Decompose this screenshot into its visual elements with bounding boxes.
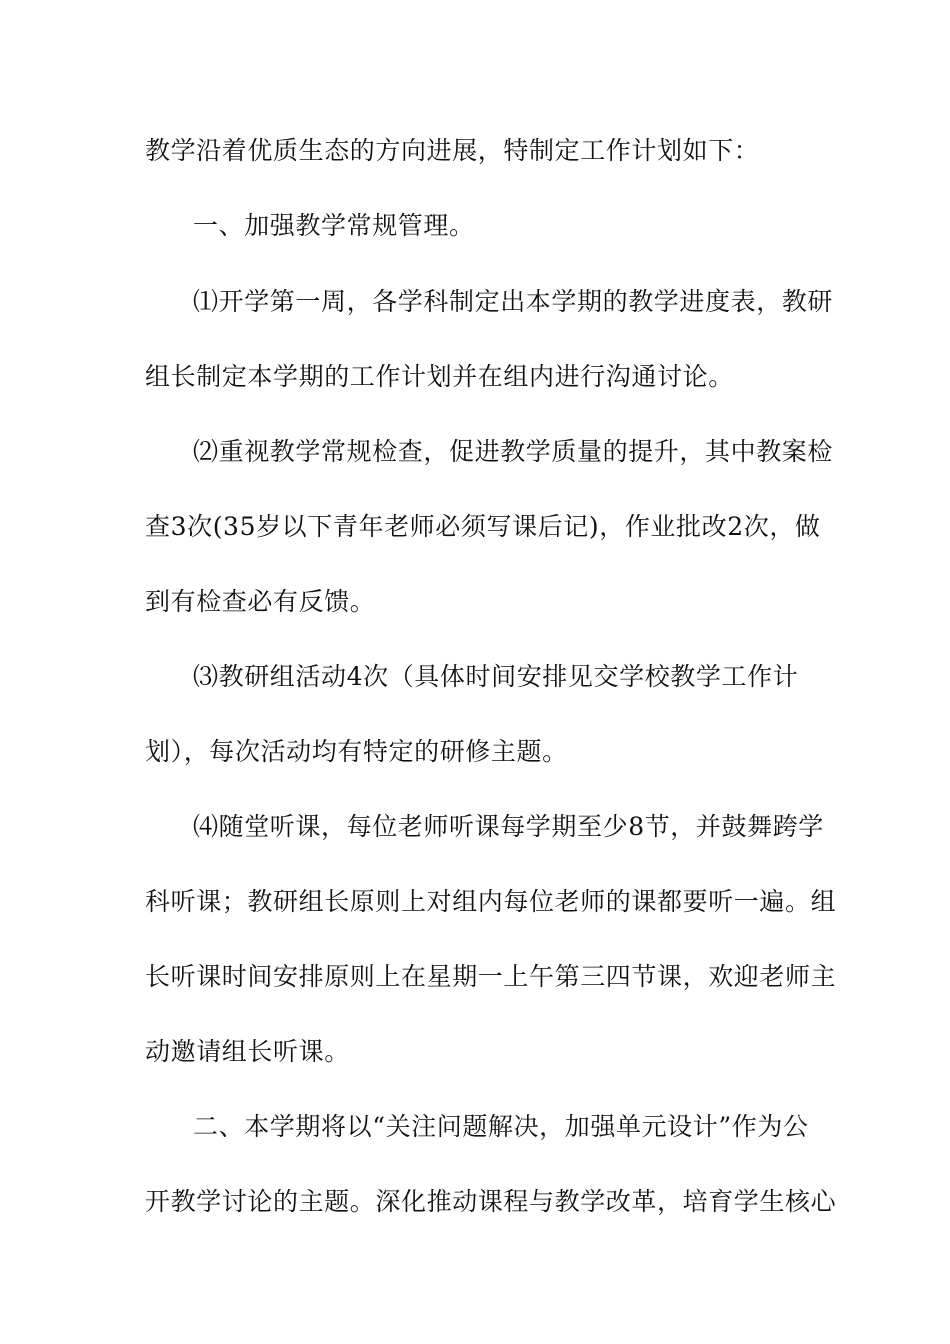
text-line: 到有检查必有反馈。: [145, 587, 376, 616]
text-line: 科听课；教研组长原则上对组内每位老师的课都要听一遍。组: [145, 887, 837, 916]
text-line: 划），每次活动均有特定的研修主题。: [145, 737, 568, 766]
text-line: ⑴开学第一周，各学科制定出本学期的教学进度表，教研: [193, 287, 834, 316]
text-line: 组长制定本学期的工作计划并在组内进行沟通讨论。: [145, 362, 734, 391]
text-line: ⑶教研组活动4次（具体时间安排见交学校教学工作计: [193, 662, 799, 691]
text-line: 查3次(35岁以下青年老师必须写课后记)，作业批改2次，做: [145, 512, 821, 541]
text-line: 长听课时间安排原则上在星期一上午第三四节课，欢迎老师主: [145, 962, 837, 991]
section-heading: 一、加强教学常规管理。: [193, 211, 475, 240]
text-line: 开教学讨论的主题。深化推动课程与教学改革，培育学生核心: [145, 1187, 837, 1216]
text-line: 教学沿着优质生态的方向进展，特制定工作计划如下：: [145, 136, 760, 165]
text-line: 动邀请组长听课。: [145, 1037, 350, 1066]
text-line: ⑵重视教学常规检查，促进教学质量的提升，其中教案检: [193, 437, 834, 466]
section-heading: 二、本学期将以“关注问题解决，加强单元设计”作为公: [193, 1112, 809, 1141]
text-line: ⑷随堂听课，每位老师听课每学期至少8节，并鼓舞跨学: [193, 812, 824, 841]
